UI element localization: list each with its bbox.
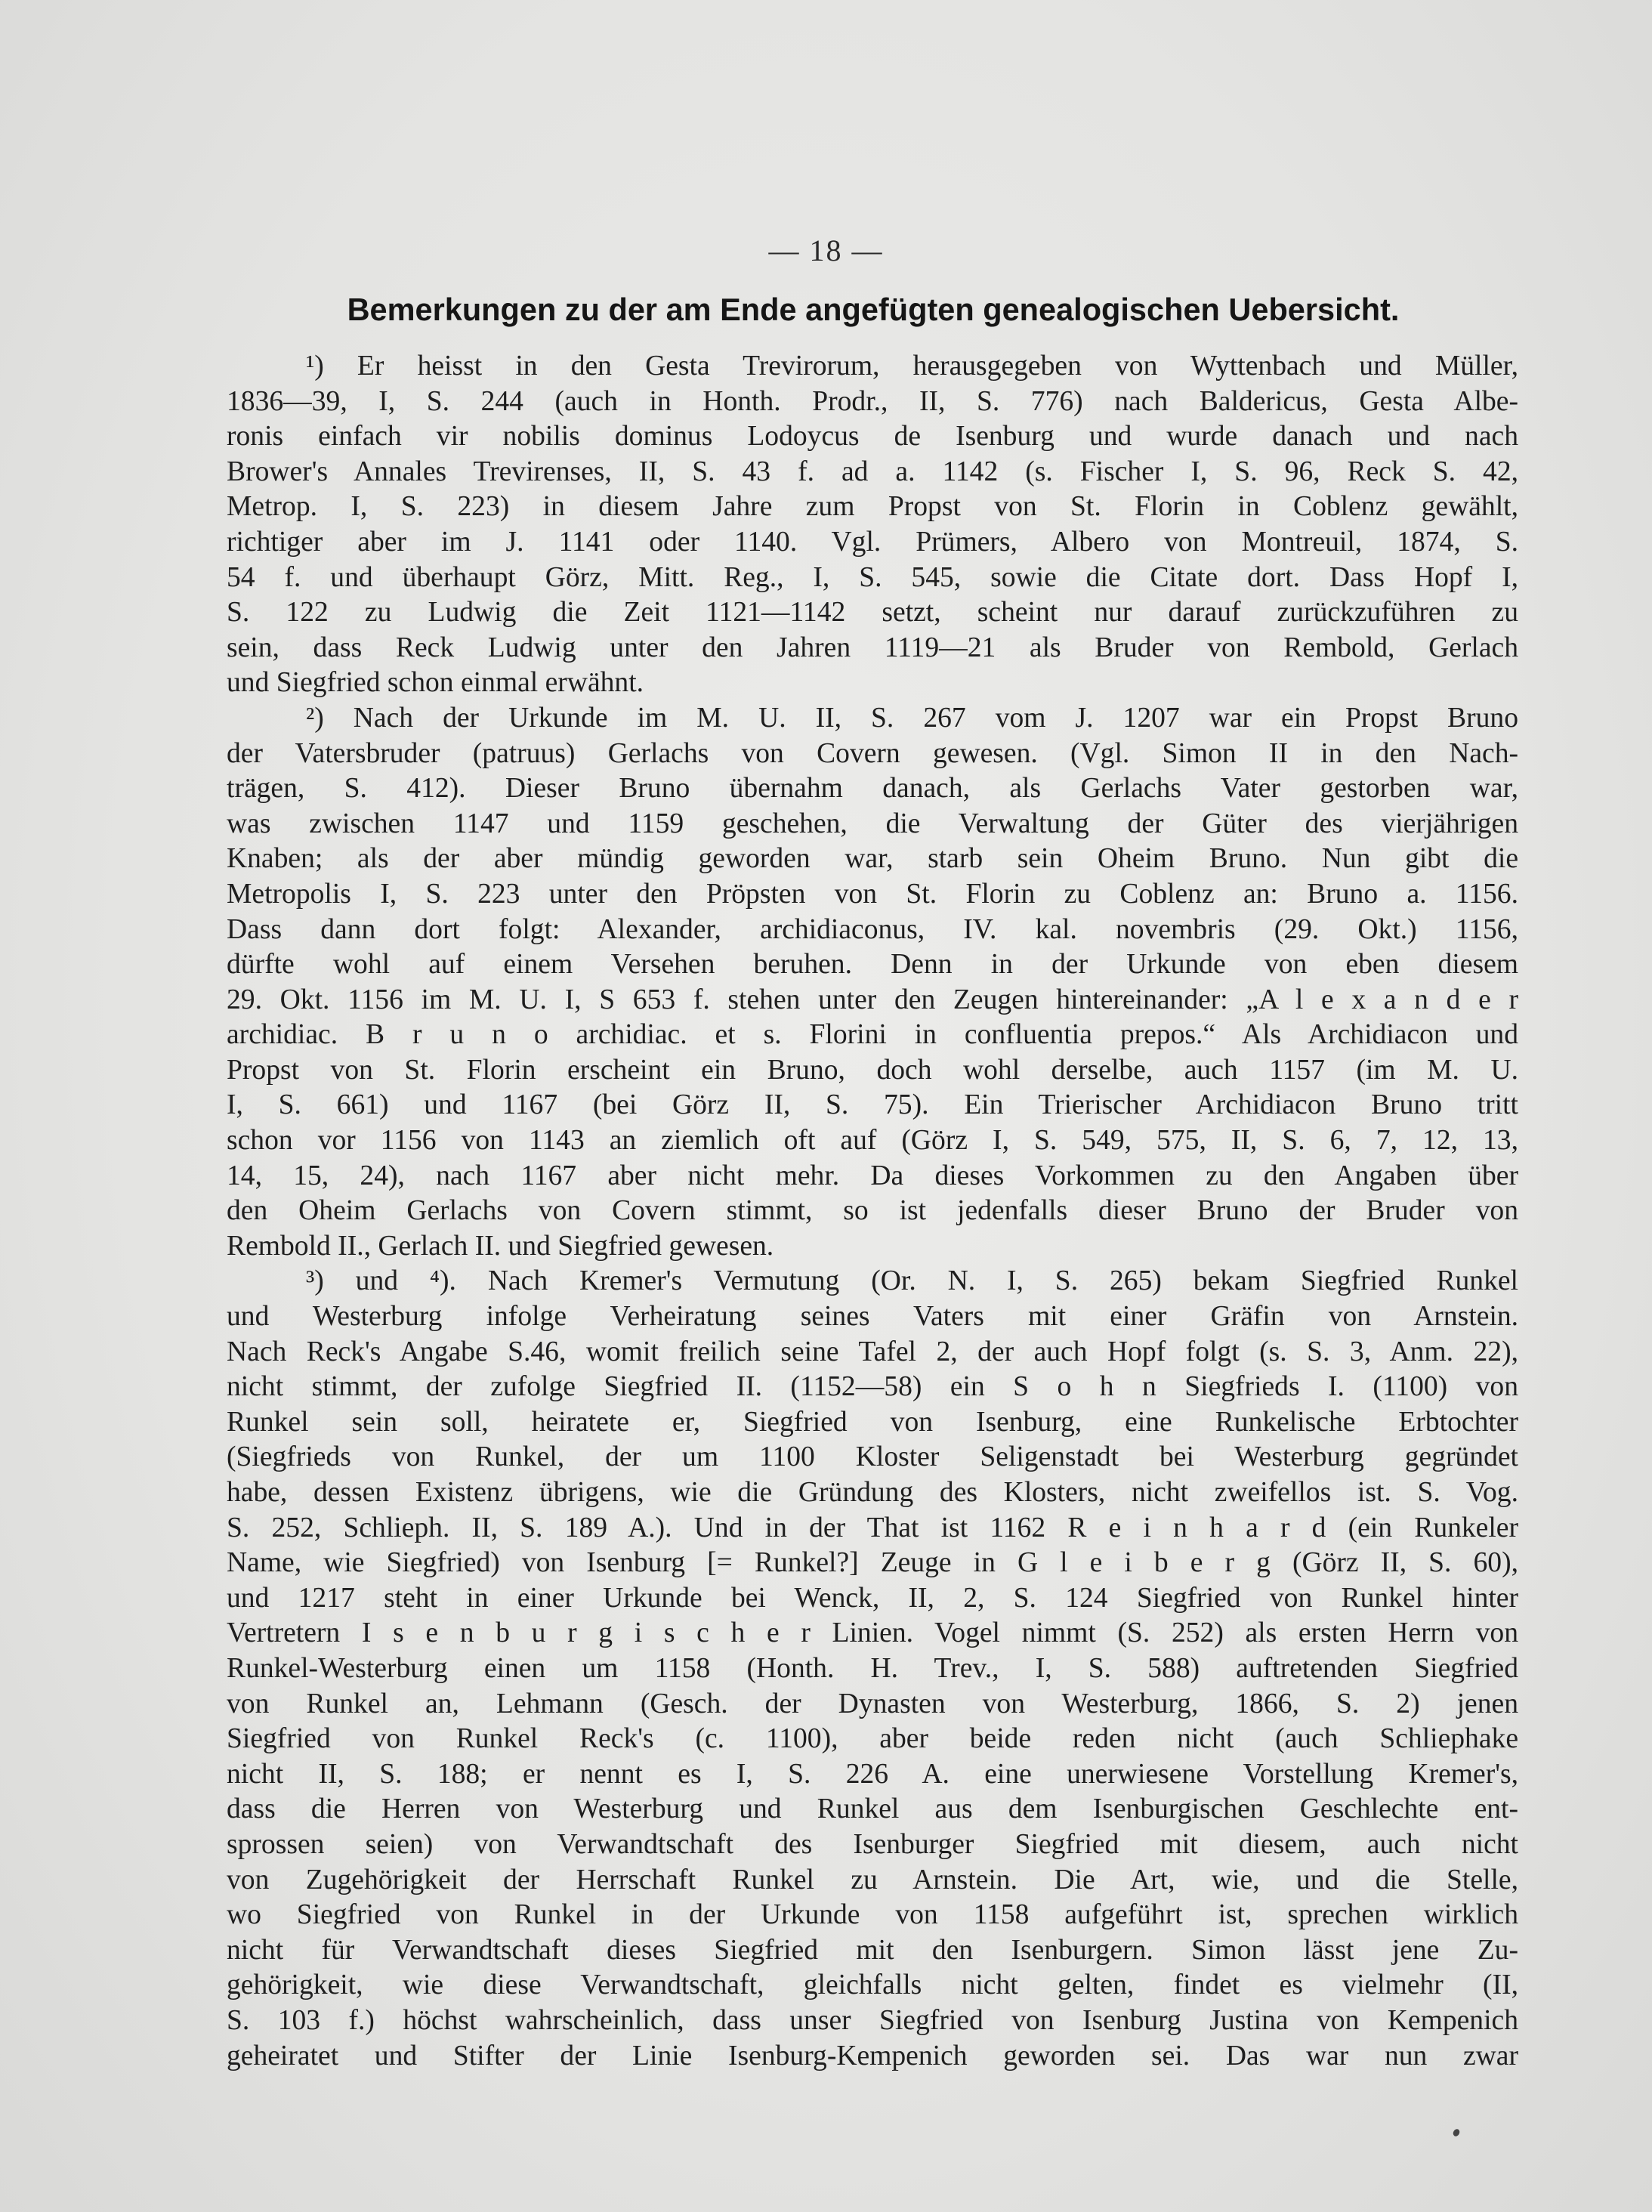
text-line: nicht für Verwandtschaft dieses Siegfried mit den Isenburgern. Simon lässt jene Zu- [227, 1934, 1518, 1966]
text-line: Nach Reck's Angabe S.46, womit freilich seine Tafel 2, der auch Hopf folgt (s. S. 3, Anm. 22), [227, 1336, 1518, 1367]
text-line: richtiger aber im J. 1141 oder 1140. Vgl. Prümers, Albero von Montreuil, 1874, S. [227, 526, 1518, 558]
ink-speck [1452, 2128, 1461, 2138]
footnote-2 [227, 701, 1518, 1265]
text-line: Brower's Annales Trevirenses, II, S. 43 f. ad a. 1142 (s. Fischer I, S. 96, Reck S. 42, [227, 456, 1518, 487]
page-number: — 18 — [768, 233, 884, 267]
footnotes-body [227, 349, 1518, 2074]
text-line: 14, 15, 24), nach 1167 aber nicht mehr. Da dieses Vorkommen zu den Angaben über [227, 1160, 1518, 1191]
text-line: (Siegfrieds von Runkel, der um 1100 Kloster Seligenstadt bei Westerburg gegründet [227, 1441, 1518, 1473]
text-line: und Siegfried schon einmal erwähnt. [227, 667, 644, 699]
text-line: und 1217 steht in einer Urkunde bei Wenck, II, 2, S. 124 Siegfried von Runkel hinter [227, 1582, 1518, 1614]
text-line: Propst von St. Florin erscheint ein Bruno, doch wohl derselbe, auch 1157 (im M. U. [227, 1054, 1518, 1086]
text-line: Name, wie Siegfried) von Isenburg [= Runkel?] Zeuge in G l e i b e r g (Görz II, S. 60), [227, 1547, 1518, 1579]
text-line: und Westerburg infolge Verheiratung seines Vaters mit einer Gräfin von Arnstein. [227, 1301, 1518, 1333]
text-line: von Zugehörigkeit der Herrschaft Runkel zu Arnstein. Die Art, wie, und die Stelle, [227, 1864, 1518, 1895]
text-line: dass die Herren von Westerburg und Runkel aus dem Isenburgischen Geschlechte ent- [227, 1793, 1518, 1825]
text-line: S. 103 f.) höchst wahrscheinlich, dass unser Siegfried von Isenburg Justina von Kempenich [227, 2004, 1518, 2036]
text-line: sein, dass Reck Ludwig unter den Jahren 1119—21 als Bruder von Rembold, Gerlach [227, 632, 1518, 663]
text-line: nicht II, S. 188; er nennt es I, S. 226 A. eine unerwiesene Vorstellung Kremer's, [227, 1758, 1518, 1790]
text-line: Runkel sein soll, heiratete er, Siegfried von Isenburg, eine Runkelische Erbtochter [227, 1406, 1518, 1438]
text-line: Knaben; als der aber mündig geworden war, starb sein Oheim Bruno. Nun gibt die [227, 843, 1518, 875]
text-line: ³) und ⁴). Nach Kremer's Vermutung (Or. N. I, S. 265) bekam Siegfried Runkel [306, 1265, 1518, 1297]
text-line: habe, dessen Existenz übrigens, wie die Gründung des Klosters, nicht zweifellos ist. S. Vog. [227, 1477, 1518, 1508]
text-line: ¹) Er heisst in den Gesta Trevirorum, herausgegeben von Wyttenbach und Müller, [306, 351, 1518, 382]
text-line: ²) Nach der Urkunde im M. U. II, S. 267 vom J. 1207 war ein Propst Bruno [306, 702, 1518, 734]
text-line: Vertretern I s e n b u r g i s c h e r Linien. Vogel nimmt (S. 252) als ersten Herrn von [227, 1617, 1518, 1649]
text-line: Siegfried von Runkel Reck's (c. 1100), aber beide reden nicht (auch Schliephake [227, 1723, 1518, 1755]
footnote-1 [227, 349, 1518, 701]
text-line: schon vor 1156 von 1143 an ziemlich oft auf (Görz I, S. 549, 575, II, S. 6, 7, 12, 13, [227, 1125, 1518, 1157]
text-line: Rembold II., Gerlach II. und Siegfried gewesen. [227, 1230, 774, 1262]
text-line: archidiac. B r u n o archidiac. et s. Florini in confluentia prepos.“ Als Archidiacon und [227, 1019, 1518, 1051]
footnote-3-4 [227, 1264, 1518, 2074]
text-line: wo Siegfried von Runkel in der Urkunde von 1158 aufgeführt ist, sprechen wirklich [227, 1899, 1518, 1931]
text-line: gehörigkeit, wie diese Verwandtschaft, gleichfalls nicht gelten, findet es vielmehr (II, [227, 1969, 1518, 2001]
text-line: dürfte wohl auf einem Versehen beruhen. Denn in der Urkunde von eben diesem [227, 949, 1518, 981]
text-line: ronis einfach vir nobilis dominus Lodoycus de Isenburg und wurde danach und nach [227, 421, 1518, 453]
text-line: Metrop. I, S. 223) in diesem Jahre zum Propst von St. Florin in Coblenz gewählt, [227, 491, 1518, 523]
text-line: Runkel-Westerburg einen um 1158 (Honth. H. Trev., I, S. 588) auftretenden Siegfried [227, 1652, 1518, 1684]
text-line: den Oheim Gerlachs von Covern stimmt, so ist jedenfalls dieser Bruno der Bruder von [227, 1195, 1518, 1227]
text-line: S. 122 zu Ludwig die Zeit 1121—1142 setzt, scheint nur darauf zurückzuführen zu [227, 597, 1518, 629]
text-line: I, S. 661) und 1167 (bei Görz II, S. 75). Ein Trierischer Archidiacon Bruno tritt [227, 1089, 1518, 1121]
text-line: der Vatersbruder (patruus) Gerlachs von Covern gewesen. (Vgl. Simon II in den Nach- [227, 737, 1518, 769]
text-line: was zwischen 1147 und 1159 geschehen, die Verwaltung der Güter des vierjährigen [227, 808, 1518, 839]
text-line: 29. Okt. 1156 im M. U. I, S 653 f. stehen unter den Zeugen hintereinander: „A l e x a n d e r [227, 984, 1518, 1015]
section-heading: Bemerkungen zu der am Ende angefügten genealogischen Uebersicht. [347, 292, 1400, 327]
text-line: geheiratet und Stifter der Linie Isenburg-Kempenich geworden sei. Das war nun zwar [227, 2040, 1518, 2071]
text-line: S. 252, Schlieph. II, S. 189 A.). Und in der That ist 1162 R e i n h a r d (ein Runkeler [227, 1512, 1518, 1543]
text-line: von Runkel an, Lehmann (Gesch. der Dynasten von Westerburg, 1866, S. 2) jenen [227, 1688, 1518, 1719]
text-line: 1836—39, I, S. 244 (auch in Honth. Prodr., II, S. 776) nach Baldericus, Gesta Albe- [227, 385, 1518, 417]
text-line: sprossen seien) von Verwandtschaft des Isenburger Siegfried mit diesem, auch nicht [227, 1828, 1518, 1860]
text-line: Dass dann dort folgt: Alexander, archidiaconus, IV. kal. novembris (29. Okt.) 1156, [227, 913, 1518, 945]
text-line: trägen, S. 412). Dieser Bruno übernahm danach, als Gerlachs Vater gestorben war, [227, 773, 1518, 805]
text-line: 54 f. und überhaupt Görz, Mitt. Reg., I, S. 545, sowie die Citate dort. Dass Hopf I, [227, 561, 1518, 593]
text-line: Metropolis I, S. 223 unter den Pröpsten von St. Florin zu Coblenz an: Bruno a. 1156. [227, 878, 1518, 910]
text-line: nicht stimmt, der zufolge Siegfried II. (1152—58) ein S o h n Siegfrieds I. (1100) von [227, 1371, 1518, 1403]
